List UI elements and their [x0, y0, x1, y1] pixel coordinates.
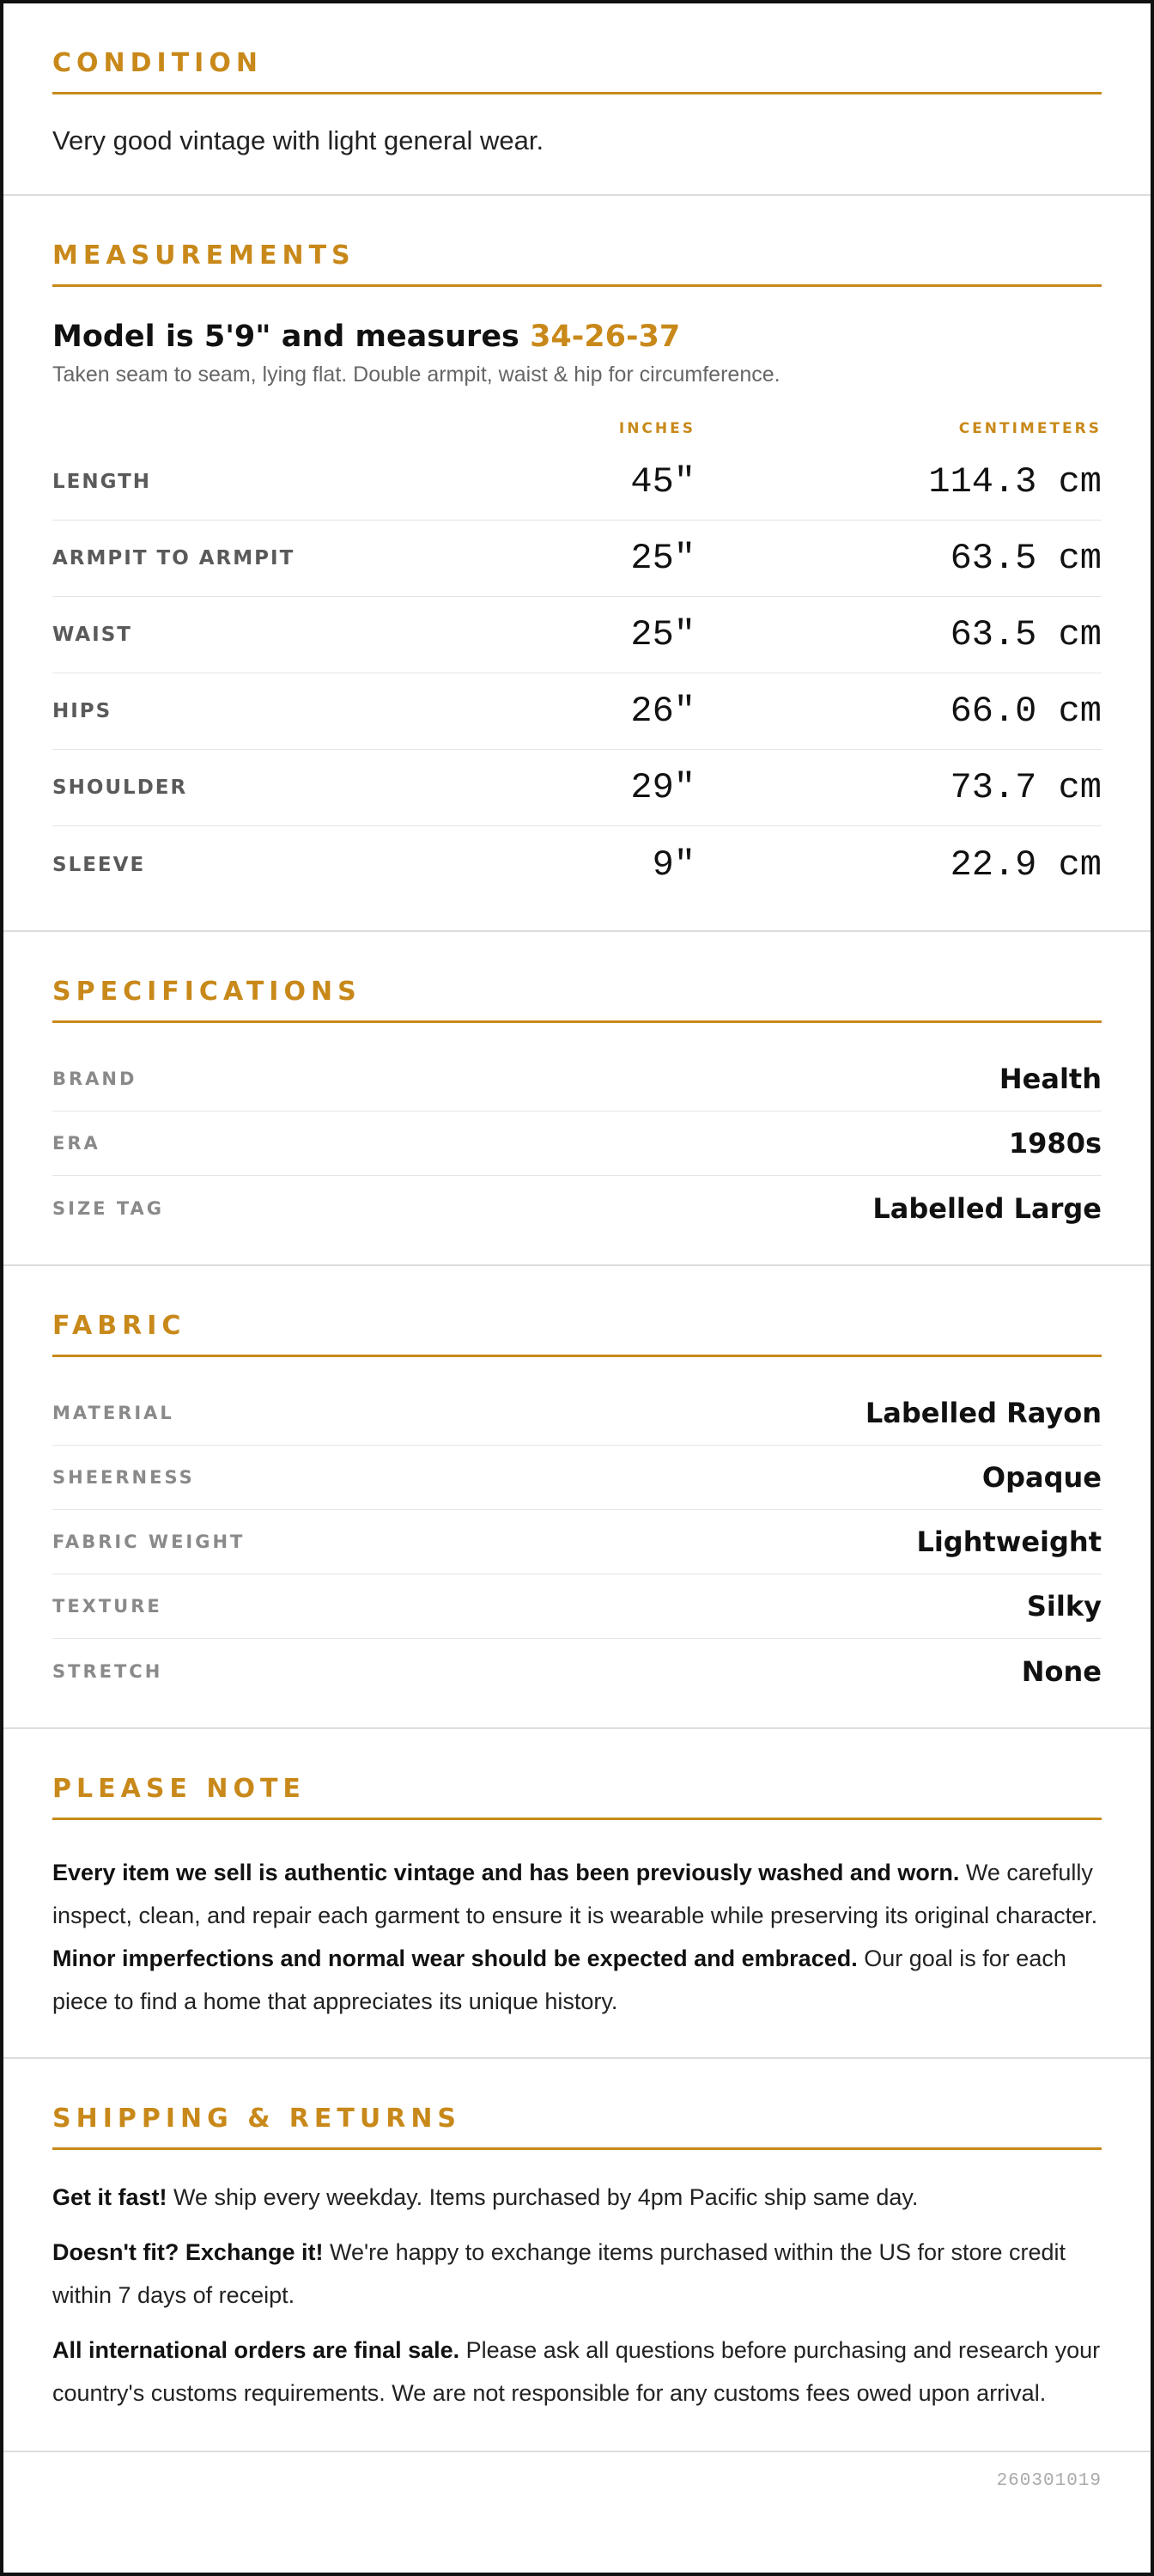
shipping-bold: Doesn't fit? Exchange it! — [52, 2239, 324, 2265]
fabric-table — [52, 1357, 1102, 1727]
measurement-cm: 73.7 cm — [950, 767, 1102, 808]
note-text-2: Our goal is for each piece to find a home that appreciates its unique history. — [52, 1946, 1066, 2014]
measurement-cm: 22.9 cm — [950, 843, 1102, 886]
note-bold-1: Every item we sell is authentic vintage and has been previously washed and worn. — [52, 1860, 960, 1885]
spec-row-era — [52, 1111, 1102, 1176]
spec-value: Health — [999, 1063, 1102, 1095]
fabric-row-texture — [52, 1574, 1102, 1639]
measurement-label: HIPS — [52, 700, 112, 722]
measurement-inches: 29" — [630, 767, 695, 808]
measurement-label: ARMPIT TO ARMPIT — [52, 547, 295, 569]
measurement-cm: 63.5 cm — [950, 538, 1102, 579]
spec-key: ERA — [52, 1133, 100, 1154]
measurement-row-shoulder — [52, 750, 1102, 826]
please-note-section — [3, 1729, 1151, 2059]
item-code: 260301019 — [996, 2471, 1102, 2491]
centimeters-header: CENTIMETERS — [958, 420, 1102, 437]
measurement-label: SHOULDER — [52, 776, 188, 799]
shipping-paragraph-international — [52, 2329, 1102, 2415]
fabric-value: Labelled Rayon — [865, 1397, 1102, 1429]
inches-header: INCHES — [618, 420, 695, 437]
please-note-paragraph — [52, 1851, 1102, 2023]
fabric-key: TEXTURE — [52, 1596, 162, 1617]
fabric-key: STRETCH — [52, 1660, 163, 1682]
measurement-label: SLEEVE — [52, 853, 146, 876]
fabric-value: None — [1021, 1654, 1102, 1688]
spec-value: 1980s — [1008, 1127, 1102, 1160]
specifications-table — [52, 1023, 1102, 1264]
shipping-paragraph-fast — [52, 2176, 1102, 2219]
note-bold-2: Minor imperfections and normal wear should be expected and embraced. — [52, 1946, 858, 1971]
spec-value: Labelled Large — [872, 1191, 1102, 1225]
fabric-row-material — [52, 1381, 1102, 1446]
fabric-section — [3, 1266, 1151, 1729]
measurement-row-sleeve — [52, 826, 1102, 903]
condition-title: CONDITION — [52, 48, 1102, 94]
fabric-value: Silky — [1026, 1590, 1102, 1623]
shipping-text: We're happy to exchange items purchased within the US for store credit within 7 days of receipt. — [52, 2239, 1066, 2308]
measurement-row-armpit — [52, 521, 1102, 597]
spec-row-size-tag — [52, 1176, 1102, 1240]
fabric-title: FABRIC — [52, 1311, 1102, 1357]
shipping-body — [52, 2150, 1102, 2451]
footer — [3, 2452, 1151, 2491]
measurement-note: Taken seam to seam, lying flat. Double armpit, waist & hip for circumference. — [52, 362, 780, 387]
specifications-title: SPECIFICATIONS — [52, 977, 1102, 1023]
shipping-text: We ship every weekday. Items purchased by 4pm Pacific ship same day. — [167, 2184, 919, 2210]
please-note-body — [52, 1820, 1102, 2057]
measurement-cm: 66.0 cm — [950, 691, 1102, 732]
header-spacer — [52, 420, 481, 441]
measurement-row-hips — [52, 673, 1102, 750]
fabric-key: SHEERNESS — [52, 1467, 195, 1488]
measurement-row-length — [52, 444, 1102, 521]
shipping-section — [3, 2059, 1151, 2452]
shipping-bold: All international orders are final sale. — [52, 2337, 460, 2363]
fabric-value: Lightweight — [916, 1526, 1102, 1558]
spec-key: BRAND — [52, 1069, 137, 1089]
measurement-inches: 45" — [630, 461, 695, 502]
shipping-title: SHIPPING & RETURNS — [52, 2104, 1102, 2150]
shipping-bold: Get it fast! — [52, 2184, 167, 2210]
specifications-section — [3, 932, 1151, 1266]
fabric-row-weight — [52, 1510, 1102, 1574]
model-prefix: Model is 5'9" and measures — [52, 320, 531, 354]
measurement-inches: 25" — [630, 614, 695, 655]
measurements-section — [3, 196, 1151, 932]
shipping-paragraph-exchange — [52, 2231, 1102, 2317]
fabric-key: MATERIAL — [52, 1403, 174, 1423]
condition-section — [3, 3, 1151, 196]
model-stats: 34-26-37 — [530, 320, 681, 354]
measurement-inches: 26" — [630, 691, 695, 732]
fabric-value: Opaque — [981, 1461, 1102, 1494]
measurement-inches: 25" — [630, 538, 695, 579]
measurement-header — [52, 420, 1102, 441]
measurement-table — [52, 441, 1102, 930]
condition-text: Very good vintage with light general wear. — [52, 125, 544, 155]
model-info — [52, 320, 1102, 354]
fabric-key: FABRIC WEIGHT — [52, 1532, 246, 1552]
spec-row-brand — [52, 1047, 1102, 1111]
measurement-label: WAIST — [52, 624, 132, 646]
measurement-cm: 63.5 cm — [950, 614, 1102, 655]
measurement-cm: 114.3 cm — [928, 461, 1102, 502]
note-text-1: We carefully inspect, clean, and repair each garment to ensure it is wearable while preserving its original character. — [52, 1860, 1098, 1928]
spec-key: SIZE TAG — [52, 1197, 165, 1219]
shipping-text: Please ask all questions before purchasing and research your country's customs requirements. We are not responsible for any customs fees owed upon arrival. — [52, 2337, 1101, 2406]
measurement-row-waist — [52, 597, 1102, 673]
please-note-title: PLEASE NOTE — [52, 1774, 1102, 1820]
measurement-inches: 9" — [652, 843, 695, 886]
fabric-row-stretch — [52, 1639, 1102, 1703]
fabric-row-sheerness — [52, 1446, 1102, 1510]
measurement-label: LENGTH — [52, 471, 152, 493]
measurements-title: MEASUREMENTS — [52, 241, 1102, 287]
